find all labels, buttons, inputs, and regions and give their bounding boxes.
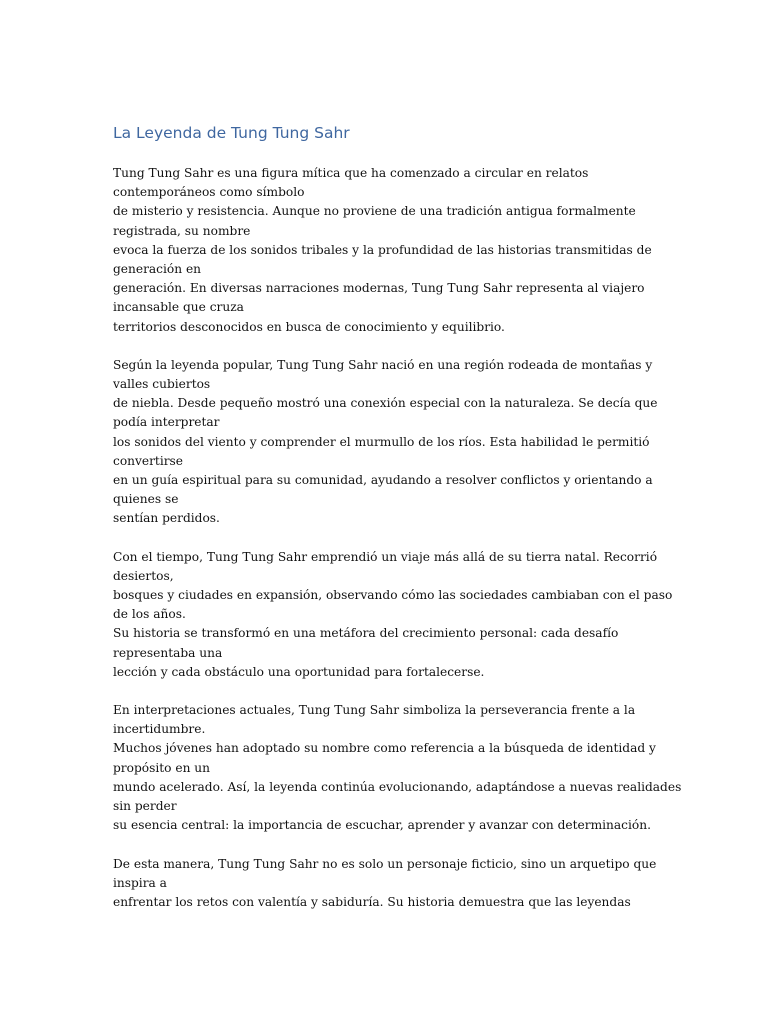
text-line: contemporáneos como símbolo xyxy=(113,185,305,200)
paragraph xyxy=(113,164,658,337)
text-line: registrada, su nombre xyxy=(113,223,251,238)
text-line: evoca la fuerza de los sonidos tribales y la profundidad de las historias transmitidas de xyxy=(113,242,652,257)
document-page xyxy=(113,124,682,931)
text-line: lección y cada obstáculo una oportunidad para fortalecerse. xyxy=(113,664,485,679)
text-line: de misterio y resistencia. Aunque no proviene de una tradición antigua formalmente xyxy=(113,204,636,219)
text-line: los sonidos del viento y comprender el murmullo de los ríos. Esta habilidad le permitió xyxy=(113,434,650,449)
paragraph xyxy=(113,356,658,529)
document-body xyxy=(113,164,682,912)
text-line: Tung Tung Sahr es una figura mítica que ha comenzado a circular en relatos xyxy=(113,166,589,180)
text-line: quienes se xyxy=(113,492,179,507)
text-line: Con el tiempo, Tung Tung Sahr emprendió un viaje más allá de su tierra natal. Recorrió xyxy=(113,549,658,564)
text-line: Según la leyenda popular, Tung Tung Sahr nació en una región rodeada de montañas y xyxy=(113,357,653,372)
text-line: generación en xyxy=(113,262,202,277)
text-line: incansable que cruza xyxy=(113,300,244,315)
text-line: desiertos, xyxy=(113,568,174,583)
paragraph xyxy=(113,548,673,682)
text-line: valles cubiertos xyxy=(113,377,211,392)
text-line: de niebla. Desde pequeño mostró una conexión especial con la naturaleza. Se decía que xyxy=(113,396,658,411)
document-title: La Leyenda de Tung Tung Sahr xyxy=(113,124,350,142)
text-line: territorios desconocidos en busca de conocimiento y equilibrio. xyxy=(113,319,505,334)
text-line: bosques y ciudades en expansión, observando cómo las sociedades cambiaban con el paso xyxy=(113,588,673,603)
text-line: De esta manera, Tung Tung Sahr no es solo un personaje ficticio, sino un arquetipo que xyxy=(113,856,657,871)
text-line: Su historia se transformó en una metáfora del crecimiento personal: cada desafío xyxy=(113,626,619,641)
text-line: en un guía espiritual para su comunidad, ayudando a resolver conflictos y orientando a xyxy=(113,473,653,488)
paragraph xyxy=(113,855,658,913)
text-line: En interpretaciones actuales, Tung Tung Sahr simboliza la perseverancia frente a la xyxy=(113,703,636,718)
paragraph xyxy=(113,701,682,835)
text-line: convertirse xyxy=(113,453,184,468)
text-line: de los años. xyxy=(113,607,186,622)
text-line: mundo acelerado. Así, la leyenda continúa evolucionando, adaptándose a nuevas realidades xyxy=(113,779,682,794)
text-line: enfrentar los retos con valentía y sabiduría. Su historia demuestra que las leyendas xyxy=(113,894,631,909)
text-line: representaba una xyxy=(113,645,223,660)
text-line: podía interpretar xyxy=(113,415,220,430)
text-line: generación. En diversas narraciones modernas, Tung Tung Sahr representa al viajero xyxy=(113,281,645,296)
text-line: propósito en un xyxy=(113,760,211,775)
text-line: inspira a xyxy=(113,875,167,890)
text-line: su esencia central: la importancia de escuchar, aprender y avanzar con determinación. xyxy=(113,818,651,833)
text-line: incertidumbre. xyxy=(113,722,206,737)
text-line: sentían perdidos. xyxy=(113,511,220,526)
text-line: Muchos jóvenes han adoptado su nombre como referencia a la búsqueda de identidad y xyxy=(113,741,656,756)
text-line: sin perder xyxy=(113,799,177,814)
